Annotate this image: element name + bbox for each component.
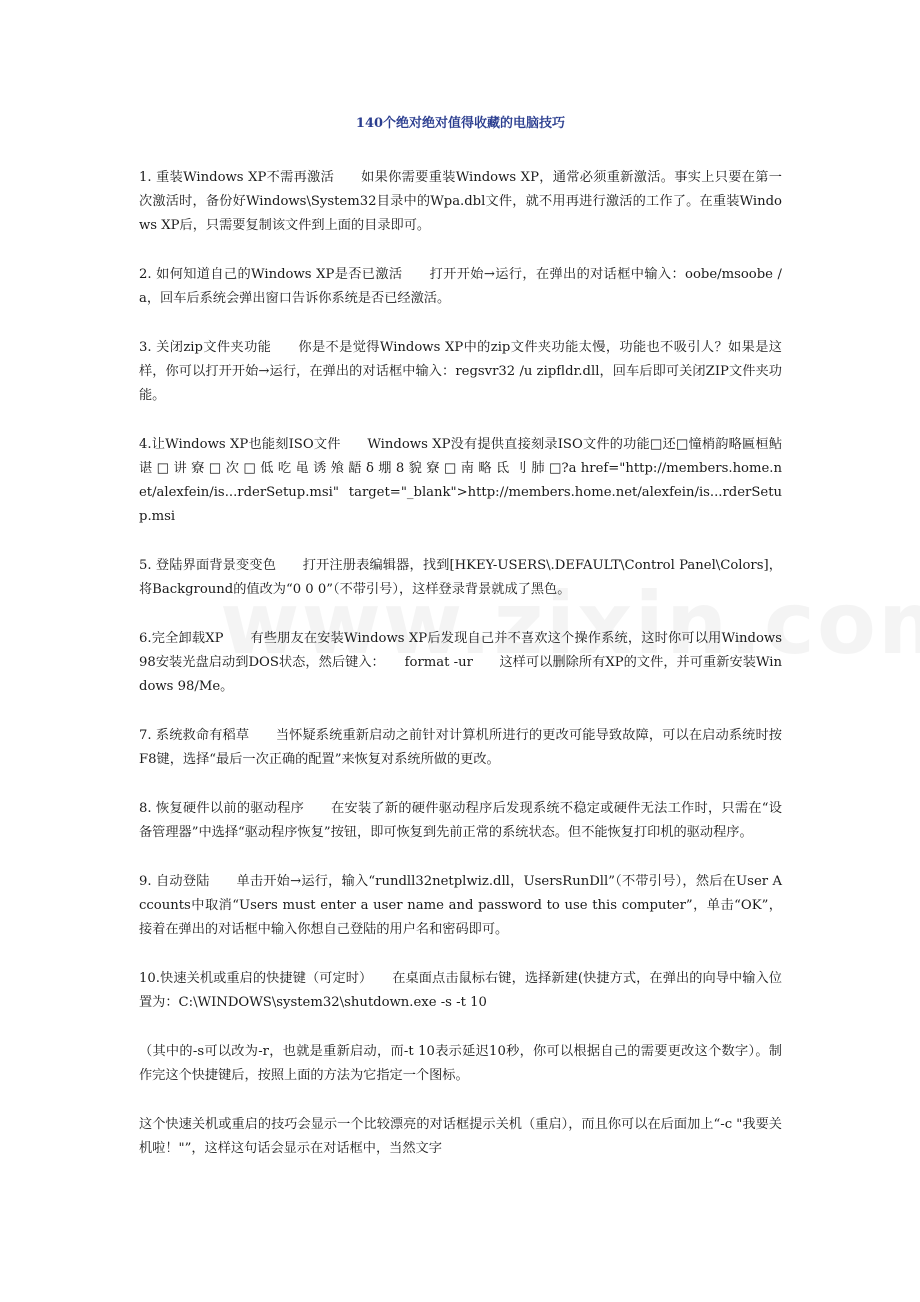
paragraph-7: 7. 系统救命有稻草 当怀疑系统重新启动之前针对计算机所进行的更改可能导致故障，可以在启动系统时按F8键，选择“最后一次正确的配置”来恢复对系统所做的更改。 bbox=[139, 728, 782, 767]
paragraph-10: 10.快速关机或重启的快捷键（可定时） 在桌面点击鼠标右键，选择新建(快捷方式，在弹出的向导中输入位置为：C:\WINDOWS\system32\shutdown.exe -s -t 10 bbox=[139, 971, 782, 1010]
paragraph-11: （其中的-s可以改为-r，也就是重新启动，而-t 10表示延迟10秒，你可以根据自己的需要更改这个数字）。制作完这个快捷键后，按照上面的方法为它指定一个图标。 bbox=[139, 1044, 782, 1083]
paragraph-4: 4.让Windows XP也能刻ISO文件 Windows XP没有提供直接刻录ISO文件的功能□还□憧梢韵略匾桓鲇谌 □ 讲 寮 □ 次 □ 低 吃 黾 诱 飧 龉 δ 堋 8 貌 寮 □ 南 略 氐 刂 肺 □?a href="http://members.home.net/alexfein/is...rderSetup.msi" target="_blank">http://members.home.net/alexfein/is...rderSetup.msi bbox=[139, 437, 782, 524]
document-page bbox=[139, 112, 782, 1186]
paragraph-12: 这个快速关机或重启的技巧会显示一个比较漂亮的对话框提示关机（重启），而且你可以在后面加上“-c "我要关机啦！"”，这样这句话会显示在对话框中，当然文字 bbox=[139, 1117, 782, 1156]
paragraph-8: 8. 恢复硬件以前的驱动程序 在安装了新的硬件驱动程序后发现系统不稳定或硬件无法工作时，只需在“设备管理器”中选择“驱动程序恢复”按钮，即可恢复到先前正常的系统状态。但不能恢复打印机的驱动程序。 bbox=[139, 801, 782, 840]
document-title: 140个绝对绝对值得收藏的电脑技巧 bbox=[355, 116, 566, 131]
paragraph-3: 3. 关闭zip文件夹功能 你是不是觉得Windows XP中的zip文件夹功能太慢，功能也不吸引人？如果是这样，你可以打开开始→运行，在弹出的对话框中输入：regsvr32 /u zipfldr.dll，回车后即可关闭ZIP文件夹功能。 bbox=[139, 340, 782, 403]
paragraph-6: 6.完全卸载XP 有些朋友在安装Windows XP后发现自己并不喜欢这个操作系统，这时你可以用Windows 98安装光盘启动到DOS状态，然后键入： format -ur 这样可以删除所有XP的文件，并可重新安装Windows 98/Me。 bbox=[139, 631, 782, 694]
paragraph-5: 5. 登陆界面背景变变色 打开注册表编辑器，找到[HKEY-USERS\.DEFAULT\Control Panel\Colors]，将Background的值改为“0 0 0”（不带引号），这样登录背景就成了黑色。 bbox=[139, 558, 782, 597]
paragraph-9: 9. 自动登陆 单击开始→运行，输入“rundll32netplwiz.dll，UsersRunDll”（不带引号），然后在User Accounts中取消“Users must enter a user name and password to use this computer”，单击“OK”，接着在弹出的对话框中输入你想自己登陆的用户名和密码即可。 bbox=[139, 874, 782, 937]
paragraph-list bbox=[139, 166, 782, 1161]
paragraph-2: 2. 如何知道自己的Windows XP是否已激活 打开开始→运行，在弹出的对话框中输入：oobe/msoobe /a，回车后系统会弹出窗口告诉你系统是否已经激活。 bbox=[139, 267, 782, 306]
paragraph-1: 1. 重装Windows XP不需再激活 如果你需要重装Windows XP，通常必须重新激活。事实上只要在第一次激活时，备份好Windows\System32目录中的Wpa.dbl文件，就不用再进行激活的工作了。在重装Windows XP后，只需要复制该文件到上面的目录即可。 bbox=[139, 170, 782, 233]
